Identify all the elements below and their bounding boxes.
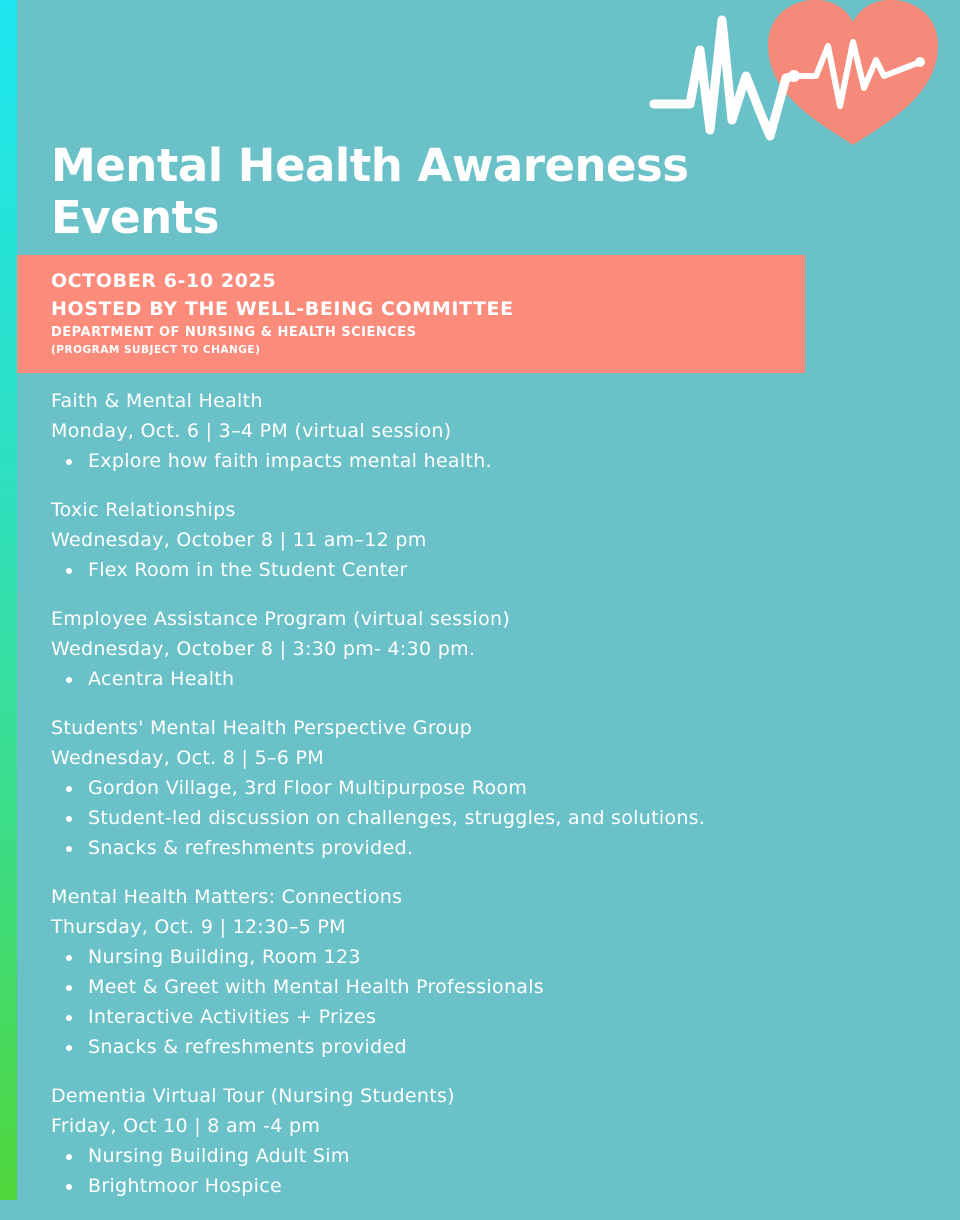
event-time: Friday, Oct 10 | 8 am -4 pm <box>51 1115 321 1137</box>
event-item <box>51 1081 951 1201</box>
event-detail: Brightmoor Hospice <box>51 1171 951 1201</box>
event-name: Students' Mental Health Perspective Group <box>51 717 473 739</box>
event-detail: Student-led discussion on challenges, struggles, and solutions. <box>51 803 951 833</box>
event-detail: Explore how faith impacts mental health. <box>51 446 951 476</box>
page-title: Mental Health Awareness Events <box>51 139 689 244</box>
event-banner <box>17 255 805 373</box>
event-item <box>51 495 951 585</box>
banner-department: DEPARTMENT OF NURSING & HEALTH SCIENCES <box>51 325 417 340</box>
event-detail: Snacks & refreshments provided <box>51 1032 951 1062</box>
banner-host: HOSTED BY THE WELL-BEING COMMITTEE <box>51 298 514 320</box>
event-time: Monday, Oct. 6 | 3–4 PM (virtual session) <box>51 420 452 442</box>
event-name: Faith & Mental Health <box>51 390 263 412</box>
event-details <box>51 555 951 585</box>
event-detail: Interactive Activities + Prizes <box>51 1002 951 1032</box>
event-time: Wednesday, October 8 | 11 am–12 pm <box>51 529 427 551</box>
event-detail: Nursing Building Adult Sim <box>51 1141 951 1171</box>
event-details <box>51 446 951 476</box>
event-detail: Acentra Health <box>51 664 951 694</box>
banner-note: (PROGRAM SUBJECT TO CHANGE) <box>51 344 261 356</box>
event-time: Wednesday, Oct. 8 | 5–6 PM <box>51 747 324 769</box>
event-name: Toxic Relationships <box>51 499 236 521</box>
event-details <box>51 773 951 863</box>
event-name: Dementia Virtual Tour (Nursing Students) <box>51 1085 455 1107</box>
event-details <box>51 942 951 1062</box>
banner-dates: OCTOBER 6-10 2025 <box>51 270 277 292</box>
events-list <box>51 386 951 1220</box>
event-detail: Snacks & refreshments provided. <box>51 833 951 863</box>
event-item <box>51 713 951 863</box>
event-item <box>51 604 951 694</box>
event-time: Thursday, Oct. 9 | 12:30–5 PM <box>51 916 346 938</box>
event-time: Wednesday, October 8 | 3:30 pm- 4:30 pm. <box>51 638 476 660</box>
side-gradient-bar <box>0 0 17 1200</box>
event-name: Employee Assistance Program (virtual session) <box>51 608 511 630</box>
event-detail: Meet & Greet with Mental Health Professionals <box>51 972 951 1002</box>
event-detail: Flex Room in the Student Center <box>51 555 951 585</box>
event-item <box>51 882 951 1062</box>
event-details <box>51 1141 951 1201</box>
event-name: Mental Health Matters: Connections <box>51 886 403 908</box>
event-details <box>51 664 951 694</box>
event-detail: Nursing Building, Room 123 <box>51 942 951 972</box>
event-detail: Gordon Village, 3rd Floor Multipurpose Room <box>51 773 951 803</box>
event-item <box>51 386 951 476</box>
heart-heartbeat-graphic <box>648 0 960 160</box>
